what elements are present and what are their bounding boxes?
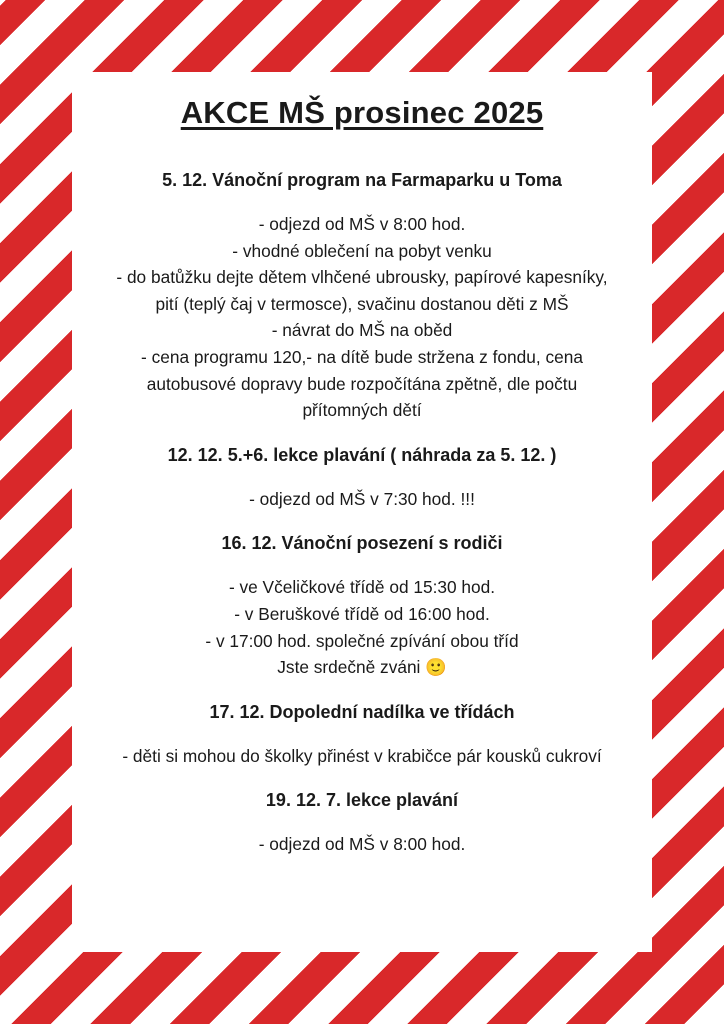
- section-swimming-5-6: [0, 442, 724, 513]
- section-line: přítomných dětí: [302, 400, 422, 421]
- section-line: - cena programu 120,- na dítě bude stržena z fondu, cena: [141, 346, 583, 367]
- section-line: pití (teplý čaj v termosce), svačinu dostanou děti z MŠ: [155, 293, 569, 314]
- section-heading: 17. 12. Dopolední nadílka ve třídách: [209, 701, 515, 722]
- section-line: autobusové dopravy bude rozpočítána zpětně, dle počtu: [146, 373, 578, 394]
- section-line: - vhodné oblečení na pobyt venku: [232, 240, 492, 261]
- section-line: - v Beruškové třídě od 16:00 hod.: [234, 603, 490, 624]
- notice-content: [0, 95, 724, 876]
- section-swimming-7: [0, 787, 724, 858]
- page-title: AKCE MŠ prosinec 2025: [180, 95, 544, 130]
- section-line: - odjezd od MŠ v 8:00 hod.: [258, 214, 466, 234]
- section-christmas-gathering: [0, 530, 724, 680]
- section-line: - odjezd od MŠ v 8:00 hod.: [258, 834, 466, 855]
- section-line: - v 17:00 hod. společné zpívání obou tříd: [205, 630, 519, 651]
- section-line: Jste srdečně zváni 🙂: [277, 657, 447, 678]
- section-heading: 12. 12. 5.+6. lekce plavání ( náhrada za 5. 12. ): [167, 444, 557, 465]
- section-farmapark: [0, 167, 724, 424]
- section-nadilka: [0, 699, 724, 770]
- section-heading: 19. 12. 7. lekce plavání: [265, 790, 459, 811]
- section-line: - návrat do MŠ na oběd: [271, 320, 453, 341]
- section-line: - odjezd od MŠ v 7:30 hod. !!!: [249, 488, 475, 509]
- section-line: - do batůžku dejte dětem vlhčené ubrousky, papírové kapesníky,: [116, 267, 608, 288]
- section-line: - děti si mohou do školky přinést v krabičce pár kousků cukroví: [122, 745, 602, 766]
- section-line: - ve Včeličkové třídě od 15:30 hod.: [228, 577, 496, 598]
- section-heading: 16. 12. Vánoční posezení s rodiči: [221, 533, 503, 554]
- section-heading: 5. 12. Vánoční program na Farmaparku u Toma: [162, 170, 562, 190]
